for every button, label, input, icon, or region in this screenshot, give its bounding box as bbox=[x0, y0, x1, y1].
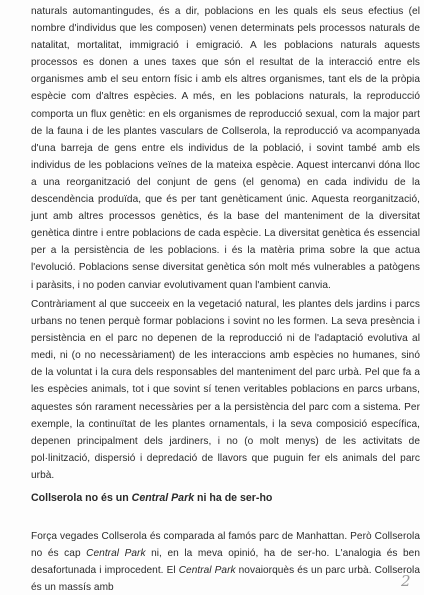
paragraph-emphasis: Central Park bbox=[178, 565, 236, 577]
paragraph-emphasis: Central Park bbox=[86, 548, 146, 560]
paragraph-text: Força vegades Collserola és comparada al famós parc de Manhattan. Però Collserola no és cap bbox=[31, 531, 420, 560]
body-paragraph: Contràriament al que succeeix en la vegetació natural, les plantes dels jardins i parcs urbans no tenen perquè formar poblacions i sovint no les formen. La seva presència i persistència en el parc no depenen de la reproducció ni de l'adaptació evolutiva al medi, ni (o no necessàriament) de les interaccions amb espècies no humanes, sinó de la voluntat i la cura dels responsables del manteniment del parc urbà. Pel que fa a les espècies animals, tot i que sovint sí tenen veritables poblacions en parcs urbans, aquestes són rarament necessàries per a la persistència del parc com a sistema. Per exemple, la continuïtat de les plantes ornamentals, i la seva composició específica, depenen principalment dels jardiners, i no (o molt menys) de les activitats de pol·linització, dispersió i depredació de llavors que puguin fer els animals del parc urbà. bbox=[31, 299, 420, 481]
page-number: 2 bbox=[401, 572, 411, 590]
paragraph-text: novaiorquès és un parc urbà. Collserola és un massís amb bbox=[31, 565, 420, 594]
body-paragraph bbox=[31, 528, 420, 596]
body-paragraph: naturals automantingudes, és a dir, poblacions en les quals els seus efectius (el nombre d'individus que les composen) venen determinats pels processos naturals de natalitat, mortalitat, immigració i emigració. A les poblacions naturals aquests processos es donen a unes taxes que són el resultat de la interacció entre els organismes amb el seu entorn físic i amb els altres organismes, tant els de la pròpia espècie com d'altres espècies. A més, en les poblacions naturals, la reproducció comporta un flux genètic: en els organismes de reproducció sexual, com la major part de la fauna i de les plantes vasculars de Collserola, la reproducció va acompanyada d'una barreja de gens entre els individus de la població, i sovint també amb els individus de les poblacions veïnes de la mateixa espècie. Aquest intercanvi dóna lloc a una reorganització del conjunt de gens (el genoma) en cada individu de la descendència produïda, que és per tant genèticament únic. Aquesta reorganització, junt amb altres processos genètics, és la base del manteniment de la diversitat genètica dintre i entre poblacions de cada espècie. La diversitat genètica és essencial per a la persistència de les poblacions. i és la matèria prima sobre la que actua l'evolució. Poblacions sense diversitat genètica són molt més vulnerables a patògens i paràsits, i no poden canviar evolutivament quan l'ambient canvia. bbox=[31, 6, 420, 291]
section-heading bbox=[31, 492, 272, 504]
heading-text: ni ha de ser-ho bbox=[194, 492, 273, 504]
heading-text: Collserola no és un bbox=[31, 492, 132, 504]
paragraph-text: ni, en la meva opinió, ha de ser-ho. L'analogia és ben desafortunada i improcedent. El bbox=[31, 548, 420, 577]
heading-emphasis: Central Park bbox=[131, 492, 195, 504]
